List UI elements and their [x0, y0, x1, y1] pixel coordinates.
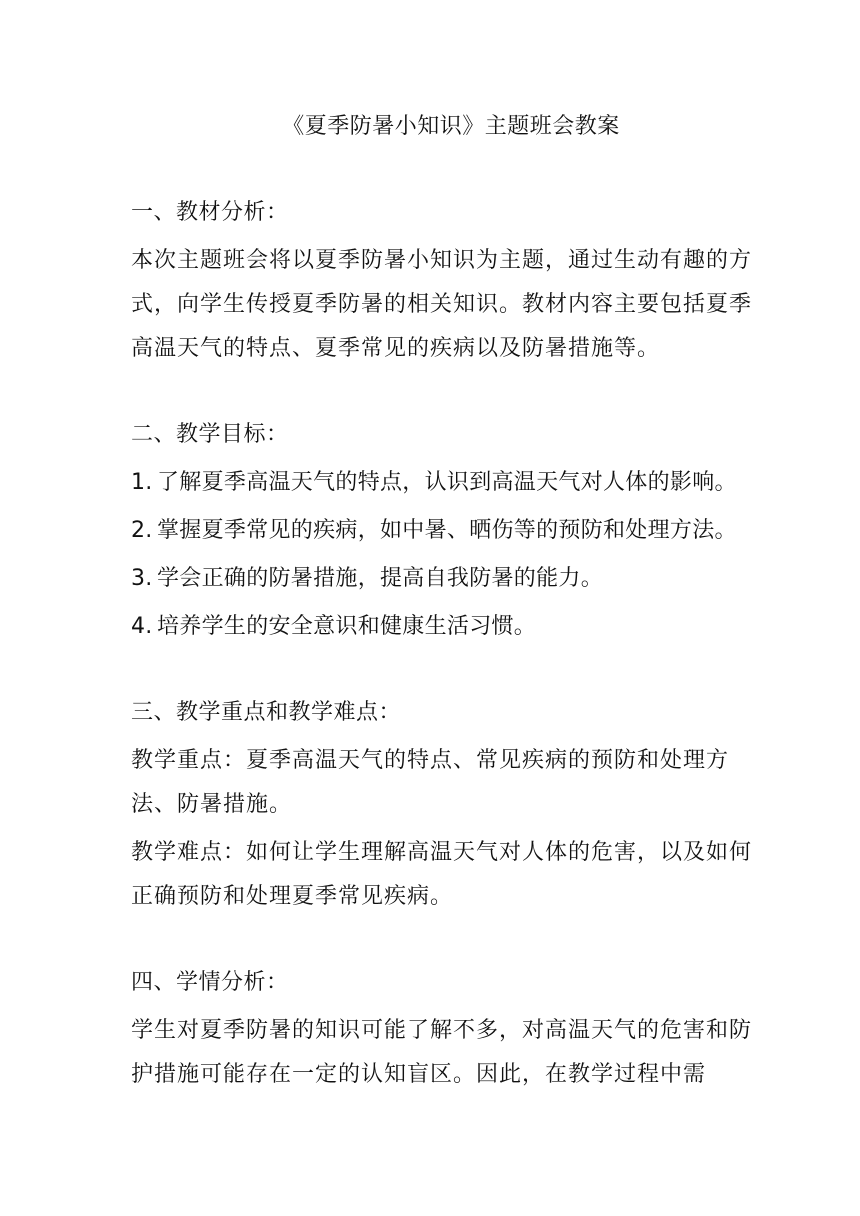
list-item: [131, 605, 771, 649]
section-teaching-objectives: [131, 413, 771, 649]
list-item: [131, 461, 771, 505]
list-number: 4.: [131, 614, 153, 639]
paragraph: 教学重点：夏季高温天气的特点、常见疾病的预防和处理方法、防暑措施。: [131, 748, 730, 817]
paragraph: 学生对夏季防暑的知识可能了解不多，对高温天气的危害和防护措施可能存在一定的认知盲区。因此，在教学过程中需: [131, 1018, 753, 1087]
section-heading: 一、教材分析：: [131, 200, 289, 225]
list-text: 培养学生的安全意识和健康生活习惯。: [157, 614, 537, 639]
section-heading: 二、教学目标：: [131, 422, 289, 447]
paragraph: 本次主题班会将以夏季防暑小知识为主题，通过生动有趣的方式，向学生传授夏季防暑的相关知识。教材内容主要包括夏季高温天气的特点、夏季常见的疾病以及防暑措施等。: [131, 248, 753, 361]
list-text: 了解夏季高温天气的特点，认识到高温天气对人体的影响。: [157, 470, 737, 495]
list-item: [131, 509, 771, 553]
section-textbook-analysis: [131, 191, 771, 371]
list-number: 3.: [131, 566, 153, 591]
list-number: 2.: [131, 518, 153, 543]
document-title: 《夏季防暑小知识》主题班会教案: [282, 114, 620, 139]
section-student-analysis: [131, 961, 771, 1097]
list-number: 1.: [131, 470, 153, 495]
list-text: 学会正确的防暑措施，提高自我防暑的能力。: [157, 566, 604, 591]
list-item: [131, 557, 771, 601]
document-body: [131, 105, 771, 1139]
section-key-points: [131, 691, 771, 919]
list-text: 掌握夏季常见的疾病，如中暑、晒伤等的预防和处理方法。: [157, 518, 737, 543]
paragraph: 教学难点：如何让学生理解高温天气对人体的危害，以及如何正确预防和处理夏季常见疾病。: [131, 840, 753, 909]
section-heading: 四、学情分析：: [131, 970, 289, 995]
section-heading: 三、教学重点和教学难点：: [131, 700, 402, 725]
